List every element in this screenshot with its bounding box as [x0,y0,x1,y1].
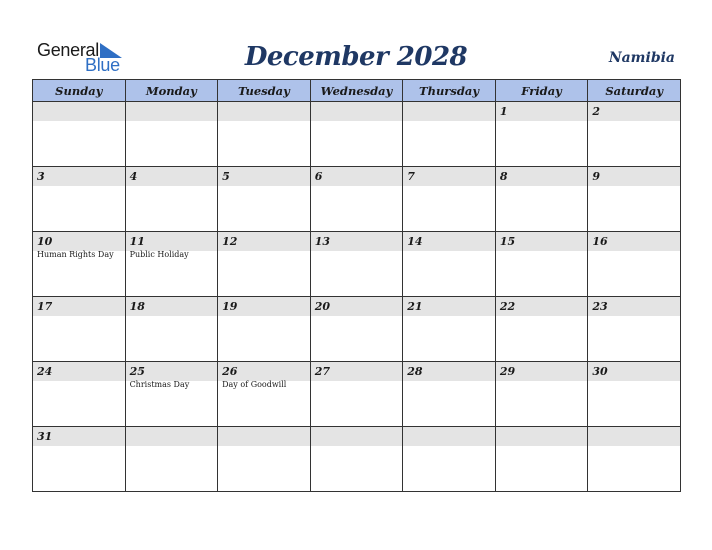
day-number: 29 [499,365,516,378]
day-cell-content [403,362,495,426]
week-row [33,362,681,427]
holiday-label: Christmas Day [129,380,190,389]
day-number-band [588,102,680,121]
day-cell-content [588,297,680,361]
day-cell [33,232,126,297]
day-number: 16 [592,235,608,248]
calendar-grid [32,79,681,492]
day-number-band [33,167,125,186]
day-cell [403,297,496,362]
day-cell-content [403,167,495,231]
week-row [33,297,681,362]
day-cell-content [126,427,218,491]
day-number: 17 [37,300,53,313]
day-cell-content [588,427,680,491]
day-cell [125,427,218,492]
day-cell-content [588,362,680,426]
day-cell-content [403,102,495,166]
weekday-header: Wednesday [310,80,403,102]
day-number-band [218,102,310,121]
day-number: 19 [222,300,238,313]
week-row [33,102,681,167]
weekday-header: Saturday [588,80,681,102]
logo-blue-text: Blue [85,55,120,75]
day-cell-content [311,362,403,426]
day-number: 8 [499,170,508,183]
day-cell-content [33,232,125,296]
day-number: 11 [129,235,145,248]
day-number: 15 [499,235,516,248]
day-cell-content [403,297,495,361]
day-cell [218,102,311,167]
day-cell [588,232,681,297]
day-number-band [588,167,680,186]
day-cell [495,102,588,167]
day-cell-content [126,232,218,296]
day-cell [125,297,218,362]
day-number-band [218,167,310,186]
day-cell [310,362,403,427]
day-cell-content [33,167,125,231]
day-cell [125,167,218,232]
day-number: 3 [37,170,45,183]
day-cell [218,232,311,297]
day-cell [403,427,496,492]
day-number-band [403,427,495,446]
day-number-band [218,427,310,446]
country-label: Namibia [608,50,675,66]
day-cell-content [496,297,588,361]
day-number: 6 [314,170,323,183]
day-cell-content [218,167,310,231]
day-cell [495,362,588,427]
day-number-band [403,167,495,186]
day-number: 13 [314,235,330,248]
day-cell-content [496,427,588,491]
day-number-band [126,102,218,121]
day-cell [125,362,218,427]
day-number: 10 [37,235,53,248]
day-cell-content [33,362,125,426]
day-cell [588,297,681,362]
day-cell-content [588,167,680,231]
day-cell-content [496,102,588,166]
day-cell-content [218,362,310,426]
day-cell [310,167,403,232]
day-number: 7 [407,170,415,183]
day-cell [33,102,126,167]
holiday-label: Day of Goodwill [222,380,287,389]
weekday-header: Friday [495,80,588,102]
day-number-band [33,102,125,121]
day-number-band [126,167,218,186]
day-cell [218,427,311,492]
day-number: 24 [37,365,53,378]
day-cell [588,362,681,427]
day-cell [588,102,681,167]
day-cell-content [311,102,403,166]
day-number: 28 [407,365,423,378]
day-cell-content [588,232,680,296]
day-number: 22 [499,300,516,313]
day-cell [495,427,588,492]
day-cell [310,102,403,167]
day-number-band [496,427,588,446]
day-number-band [311,167,403,186]
holiday-label: Public Holiday [129,250,189,259]
day-number: 9 [592,170,601,183]
day-number-band [311,102,403,121]
day-cell [310,427,403,492]
day-cell-content [126,167,218,231]
day-cell [403,167,496,232]
day-cell-content [496,167,588,231]
day-number: 2 [592,105,601,118]
weekday-header: Tuesday [218,80,311,102]
day-number: 12 [222,235,238,248]
day-cell [218,362,311,427]
day-cell-content [218,427,310,491]
day-number: 14 [407,235,423,248]
day-number-band [403,102,495,121]
day-number-band [311,427,403,446]
day-cell [403,232,496,297]
day-cell [403,102,496,167]
week-row [33,167,681,232]
calendar-body [33,102,681,492]
day-number: 23 [592,300,608,313]
day-cell-content [218,102,310,166]
day-number: 27 [314,365,330,378]
day-cell-content [311,167,403,231]
day-number-band [126,427,218,446]
day-cell [310,297,403,362]
day-number-band [496,102,588,121]
day-cell [125,232,218,297]
day-number-band [588,427,680,446]
day-cell [310,232,403,297]
day-number-band [496,167,588,186]
day-cell [33,167,126,232]
page-title: December 2028 [244,42,468,72]
day-cell [495,297,588,362]
day-cell-content [33,297,125,361]
day-number: 20 [314,300,330,313]
day-cell [125,102,218,167]
day-cell-content [218,232,310,296]
day-cell-content [588,102,680,166]
day-number: 1 [499,105,508,118]
day-cell [403,362,496,427]
logo-general-text: General [37,40,99,60]
day-number: 4 [129,170,138,183]
day-number: 30 [592,365,608,378]
holiday-label: Human Rights Day [37,250,114,259]
day-cell-content [403,427,495,491]
day-cell-content [496,232,588,296]
day-cell [33,362,126,427]
day-cell-content [126,102,218,166]
day-cell-content [33,102,125,166]
weekday-header: Sunday [33,80,126,102]
week-row [33,427,681,492]
day-cell-content [311,427,403,491]
day-cell-content [311,232,403,296]
day-cell-content [311,297,403,361]
day-cell-content [218,297,310,361]
day-cell-content [126,362,218,426]
day-cell-content [403,232,495,296]
day-cell [495,167,588,232]
day-cell-content [126,297,218,361]
week-row [33,232,681,297]
day-cell [218,297,311,362]
day-cell [33,297,126,362]
day-cell [588,167,681,232]
day-cell-content [33,427,125,491]
weekday-header-row [33,80,681,102]
day-cell [218,167,311,232]
day-cell [495,232,588,297]
day-number: 25 [129,365,145,378]
day-number: 5 [222,170,230,183]
day-number: 26 [222,365,238,378]
weekday-header: Thursday [403,80,496,102]
day-cell [588,427,681,492]
day-cell-content [496,362,588,426]
day-cell [33,427,126,492]
day-number: 18 [129,300,145,313]
day-number: 31 [37,430,53,443]
day-number: 21 [407,300,423,313]
weekday-header: Monday [125,80,218,102]
